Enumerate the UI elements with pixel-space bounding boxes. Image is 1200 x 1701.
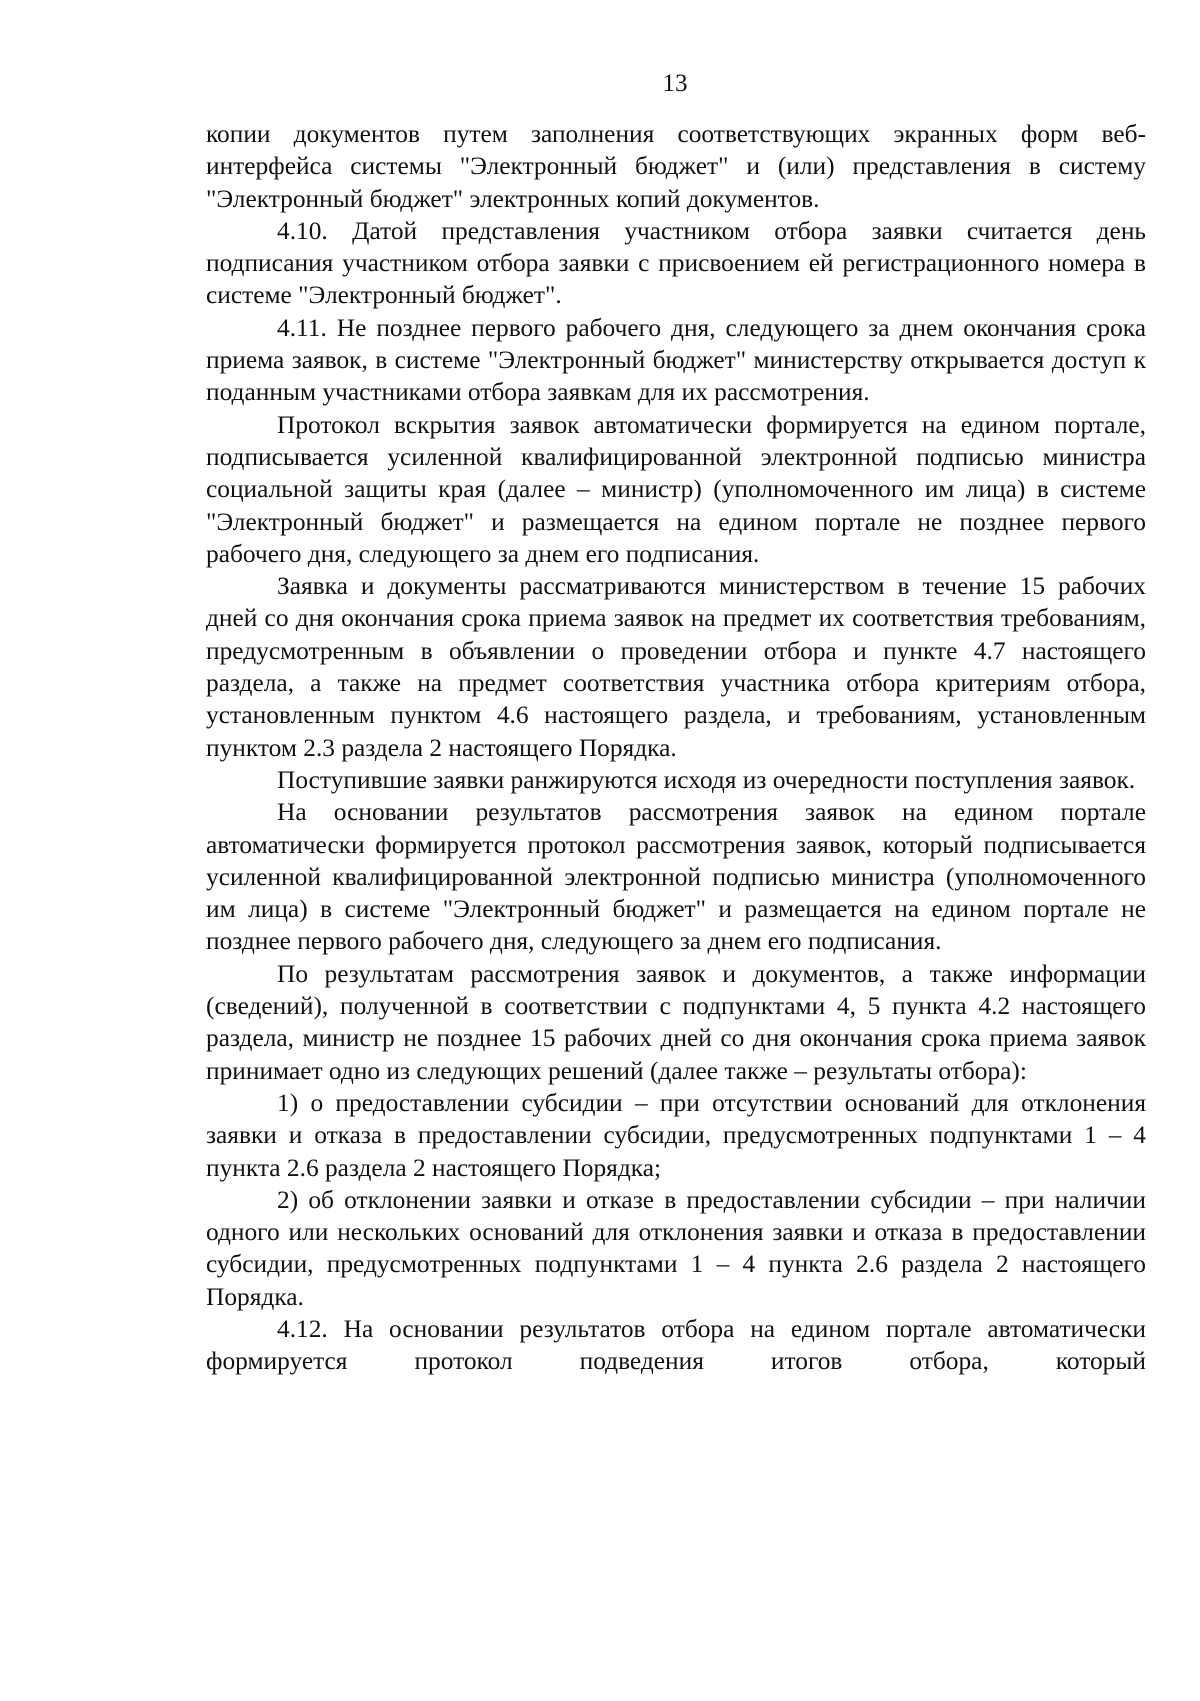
page-number: 13 bbox=[662, 70, 688, 97]
paragraph-opening-protocol: Протокол вскрытия заявок автоматически формируется на едином портале, подписывается усиленной квалифицированной электронной подписью министра социальной защиты края (далее – министр) (уполномоченного им лица) в системе "Электронный бюджет" и размещается на едином портале не позднее первого рабочего дня, следующего за днем его подписания. bbox=[206, 410, 1146, 568]
paragraph-4-12: 4.12. На основании результатов отбора на едином портале автоматически формируется протокол подведения итогов отбора, который bbox=[206, 1314, 1146, 1376]
paragraph-decisions: По результатам рассмотрения заявок и документов, а также информации (сведений), полученной в соответствии с подпунктами 4, 5 пункта 4.2 настоящего раздела, министр не позднее 15 рабочих дней со дня окончания срока приема заявок принимает одно из следующих решений (далее также – результаты отбора): bbox=[206, 959, 1146, 1085]
paragraph-ranking: Поступившие заявки ранжируются исходя из очередности поступления заявок. bbox=[277, 765, 1136, 794]
list-item-decision-2: 2) об отклонении заявки и отказе в предоставлении субсидии – при наличии одного или нескольких оснований для отклонения заявки и отказа в предоставлении субсидии, предусмотренных подпунктами 1 – 4 пункта 2.6 раздела 2 настоящего Порядка. bbox=[206, 1185, 1146, 1311]
paragraph-continuation: копии документов путем заполнения соответствующих экранных форм веб-интерфейса системы "Электронный бюджет" и (или) представления в систему "Электронный бюджет" электронных копий документов. bbox=[206, 120, 1146, 213]
paragraph-review-terms: Заявка и документы рассматриваются министерством в течение 15 рабочих дней со дня окончания срока приема заявок на предмет их соответствия требованиям, предусмотренным в объявлении о проведении отбора и пункте 4.7 настоящего раздела, а также на предмет соответствия участника отбора критериям отбора, установленным пунктом 4.6 настоящего раздела, и требованиям, установленным пунктом 2.3 раздела 2 настоящего Порядка. bbox=[206, 572, 1146, 762]
paragraph-4-10: 4.10. Датой представления участником отбора заявки считается день подписания участником отбора заявки с присвоением ей регистрационного номера в системе "Электронный бюджет". bbox=[206, 216, 1146, 310]
paragraph-review-protocol: На основании результатов рассмотрения заявок на едином портале автоматически формируется протокол рассмотрения заявок, который подписывается усиленной квалифицированной электронной подписью министра (уполномоченного им лица) в системе "Электронный бюджет" и размещается на едином портале не позднее первого рабочего дня, следующего за днем его подписания. bbox=[206, 798, 1146, 956]
paragraph-4-11: 4.11. Не позднее первого рабочего дня, следующего за днем окончания срока приема заявок, в системе "Электронный бюджет" министерству открывается доступ к поданным участниками отбора заявкам для их рассмотрения. bbox=[206, 313, 1146, 407]
list-item-decision-1: 1) о предоставлении субсидии – при отсутствии оснований для отклонения заявки и отказа в предоставлении субсидии, предусмотренных подпунктами 1 – 4 пункта 2.6 раздела 2 настоящего Порядка; bbox=[206, 1088, 1146, 1182]
document-body bbox=[206, 118, 1146, 1378]
